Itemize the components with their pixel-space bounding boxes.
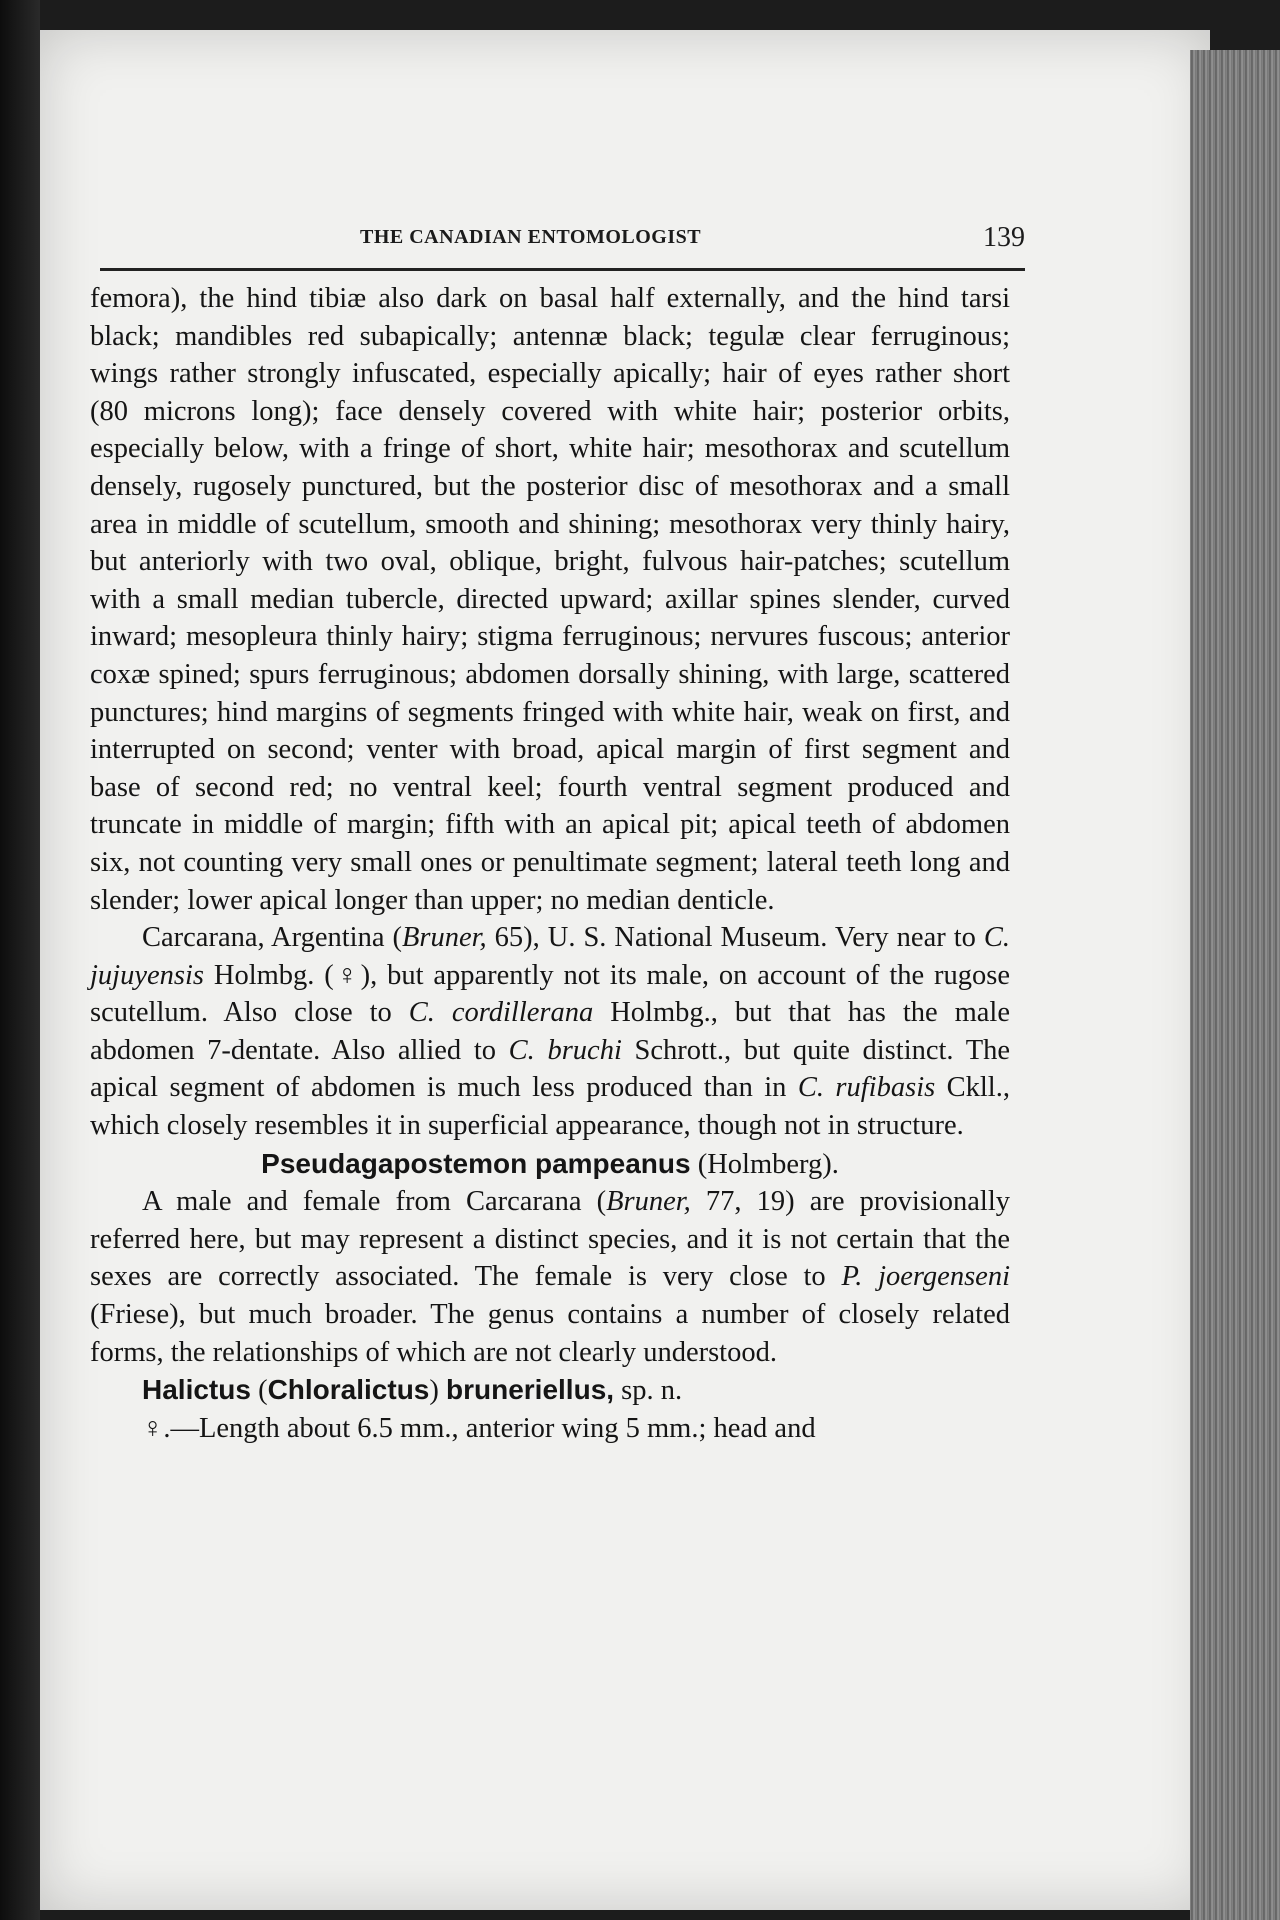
paragraph-locality: Carcarana, Argentina (Bruner, 65), U. S. National Museum. Very near to C. jujuyensis Holmbg. (♀), but apparently not its male, on account of the rugose scutellum. Also close to C. cordillerana Holmbg., but that has the male abdomen 7-dentate. Also allied to C. bruchi Schrott., but quite distinct. The apical segment of abdomen is much less produced than in C. rufibasis Ckll., which closely resembles it in superficial appearance, though not in structure. <box>90 922 1011 1142</box>
header-rule <box>100 268 1025 271</box>
running-head <box>95 222 1025 262</box>
book-gutter-shadow <box>0 0 40 1920</box>
page-number: 139 <box>983 222 1025 253</box>
paragraph-description: femora), the hind tibiæ also dark on basal half externally, and the hind tarsi black; mandibles red subapically; antennæ black; tegulæ clear ferruginous; wings rather strongly infuscated, especially apically; hair of eyes rather short (80 microns long); face densely covered with white hair; posterior orbits, especially below, with a fringe of short, white hair; mesothorax and scutellum densely, rugosely punctured, but the posterior disc of mesothorax and a small area in middle of scutellum, smooth and shining; mesothorax very thinly hairy, but anteriorly with two oval, oblique, bright, fulvous hair-patches; scutellum with a small median tubercle, directed upward; axillar spines slender, curved inward; mesopleura thinly hairy; stigma ferruginous; nervures fuscous; anterior coxæ spined; spurs ferruginous; abdomen dorsally shining, with large, scattered punctures; hind margins of segments fringed with white hair, weak on first, and interrupted on second; venter with broad, apical margin of first segment and base of second red; no ventral keel; fourth ventral segment produced and truncate in middle of margin; fifth with an apical pit; apical teeth of abdomen six, not counting very small ones or penultimate segment; lateral teeth long and slender; lower apical longer than upper; no median denticle. <box>90 283 1010 916</box>
species-heading-halictus: Halictus (Chloralictus) bruneriellus, sp. n. <box>142 1374 683 1407</box>
journal-title: THE CANADIAN ENTOMOLOGIST <box>360 226 702 248</box>
page-body <box>90 280 1010 1447</box>
page-edges <box>1190 50 1280 1920</box>
paragraph-pseudagapostemon: A male and female from Carcarana (Bruner, 77, 19) are provisionally referred here, but may represent a distinct species, and it is not certain that the sexes are correctly associated. The female is very close to P. joergenseni (Friese), but much broader. The genus contains a number of closely related forms, the relationships of which are not clearly understood. <box>90 1186 1010 1368</box>
paragraph-halictus: ♀.—Length about 6.5 mm., anterior wing 5 mm.; head and <box>142 1412 816 1444</box>
species-heading-pseudagapostemon: Pseudagapostemon pampeanus (Holmberg). <box>261 1147 839 1180</box>
